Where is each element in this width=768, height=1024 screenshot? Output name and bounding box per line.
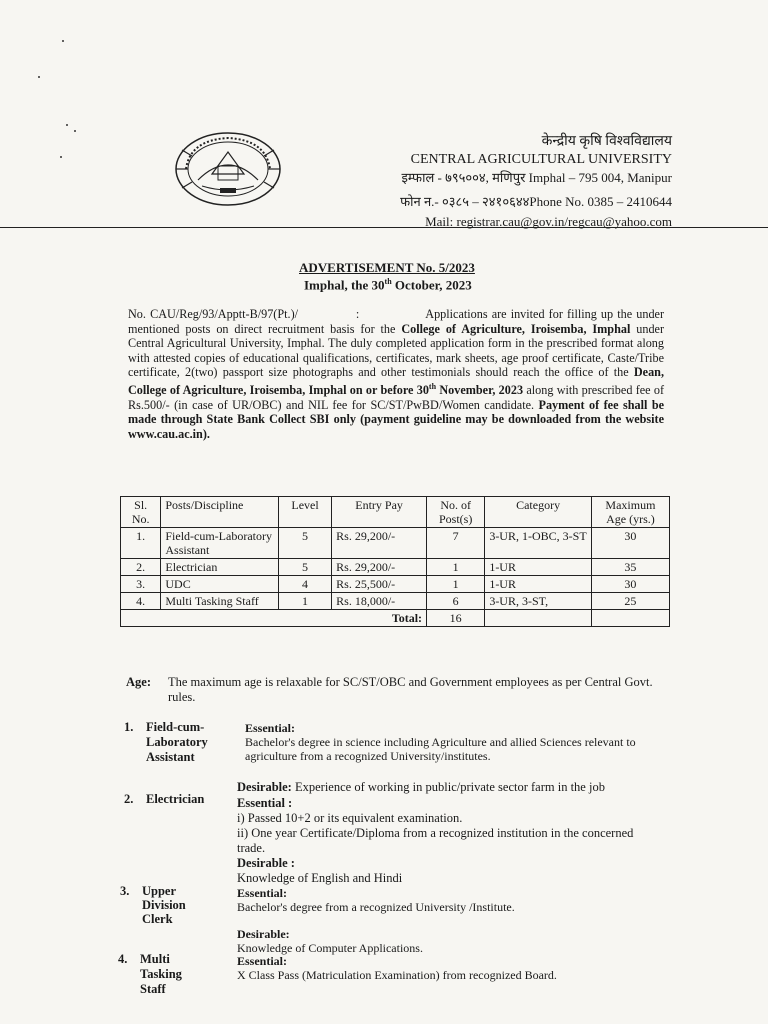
qualification-2-details: Essential : i) Passed 10+2 or its equivalent examination. ii) One year Certificate/Diploma from a recognized institution in the concerned trade. Desirable : Knowledge of English and Hindi: [237, 796, 634, 885]
table-total-row: [121, 610, 670, 627]
total-value: 16: [427, 610, 485, 627]
university-address: इम्फाल - ७९५००४, मणिपुर Imphal – 795 004, Manipur: [401, 170, 672, 185]
qualification-1-desirable: Desirable: Experience of working in public/private sector farm in the job: [237, 780, 605, 794]
age-label: Age:: [126, 675, 151, 689]
qualification-post-name: Upper Division Clerk: [142, 884, 186, 926]
qualification-number: 4.: [118, 952, 128, 966]
qualification-post-name: Electrician: [146, 792, 205, 806]
total-label: Total:: [121, 610, 427, 627]
university-name: CENTRAL AGRICULTURAL UNIVERSITY: [410, 152, 672, 167]
table-row: 4. Multi Tasking Staff 1 Rs. 18,000/- 6 3-UR, 3-ST, 25: [121, 593, 670, 610]
qualification-post-name: Multi Tasking Staff: [140, 952, 182, 996]
table-row: 3. UDC 4 Rs. 25,500/- 1 1-UR 30: [121, 576, 670, 593]
university-name-hindi: केन्द्रीय कृषि विश्वविद्यालय: [541, 134, 672, 149]
qualification-1-essential: Essential: Bachelor's degree in science including Agriculture and allied Sciences relevant to agriculture from a recognized University/institutes.: [245, 721, 636, 763]
posts-table: [120, 496, 670, 627]
header-level: Level: [278, 497, 331, 528]
qualification-post-name: Field-cum-Laboratory Assistant: [146, 720, 208, 764]
advertisement-date: Imphal, the 30th October, 2023: [304, 277, 472, 293]
qualification-number: 3.: [120, 884, 130, 898]
table-header-row: [121, 497, 670, 528]
qualification-number: 2.: [124, 792, 134, 806]
qualification-number: 1.: [124, 720, 134, 734]
header-max-age: Maximum Age (yrs.): [591, 497, 669, 528]
university-seal-logo: [172, 130, 284, 208]
university-phone: फोन न.- ०३८५ – २४१०६४४Phone No. 0385 – 2410644: [400, 194, 672, 209]
header-divider: [0, 227, 768, 228]
table-row: 2. Electrician 5 Rs. 29,200/- 1 1-UR 35: [121, 559, 670, 576]
header-sl-no: Sl. No.: [121, 497, 161, 528]
age-text: The maximum age is relaxable for SC/ST/OBC and Government employees as per Central Govt. rules.: [168, 675, 653, 704]
intro-paragraph: No. CAU/Reg/93/Apptt-B/97(Pt.)/ : Applications are invited for filling up the under mentioned posts on direct recruitment basis for the College of Agriculture, Iroisemba, Imphal under Central Agricultural University, Imphal. The duly completed application form in the prescribed format along with attested copies of educational qualifications, certificates, mark sheets, age proof certificate, Caste/Tribe certificate, 2(two) passport size photographs and other testimonials should reach the office of the Dean, College of Agriculture, Iroisemba, Imphal on or before 30th November, 2023 along with prescribed fee of Rs.500/- (in case of UR/OBC) and NIL fee for SC/ST/PwBD/Women candidate. Payment of fee shall be made through State Bank Collect SBI only (payment guideline may be downloaded from the website www.cau.ac.in).: [128, 307, 665, 441]
header-no-of-posts: No. of Post(s): [427, 497, 485, 528]
table-row: 1. Field-cum-Laboratory Assistant 5 Rs. 29,200/- 7 3-UR, 1-OBC, 3-ST 30: [121, 528, 670, 559]
qualification-3-desirable: Desirable: Knowledge of Computer Applications.: [237, 927, 423, 955]
header-entry-pay: Entry Pay: [332, 497, 427, 528]
reference-number: No. CAU/Reg/93/Apptt-B/97(Pt.)/: [128, 307, 299, 321]
advertisement-title: ADVERTISEMENT No. 5/2023: [299, 260, 475, 275]
header-category: Category: [485, 497, 592, 528]
qualification-4-essential: Essential: X Class Pass (Matriculation Examination) from recognized Board.: [237, 954, 557, 982]
header-posts: Posts/Discipline: [161, 497, 279, 528]
university-mail: Mail: registrar.cau@gov.in/regcau@yahoo.com: [425, 214, 672, 229]
qualification-3-essential: Essential: Bachelor's degree from a recognized University /Institute.: [237, 886, 515, 914]
